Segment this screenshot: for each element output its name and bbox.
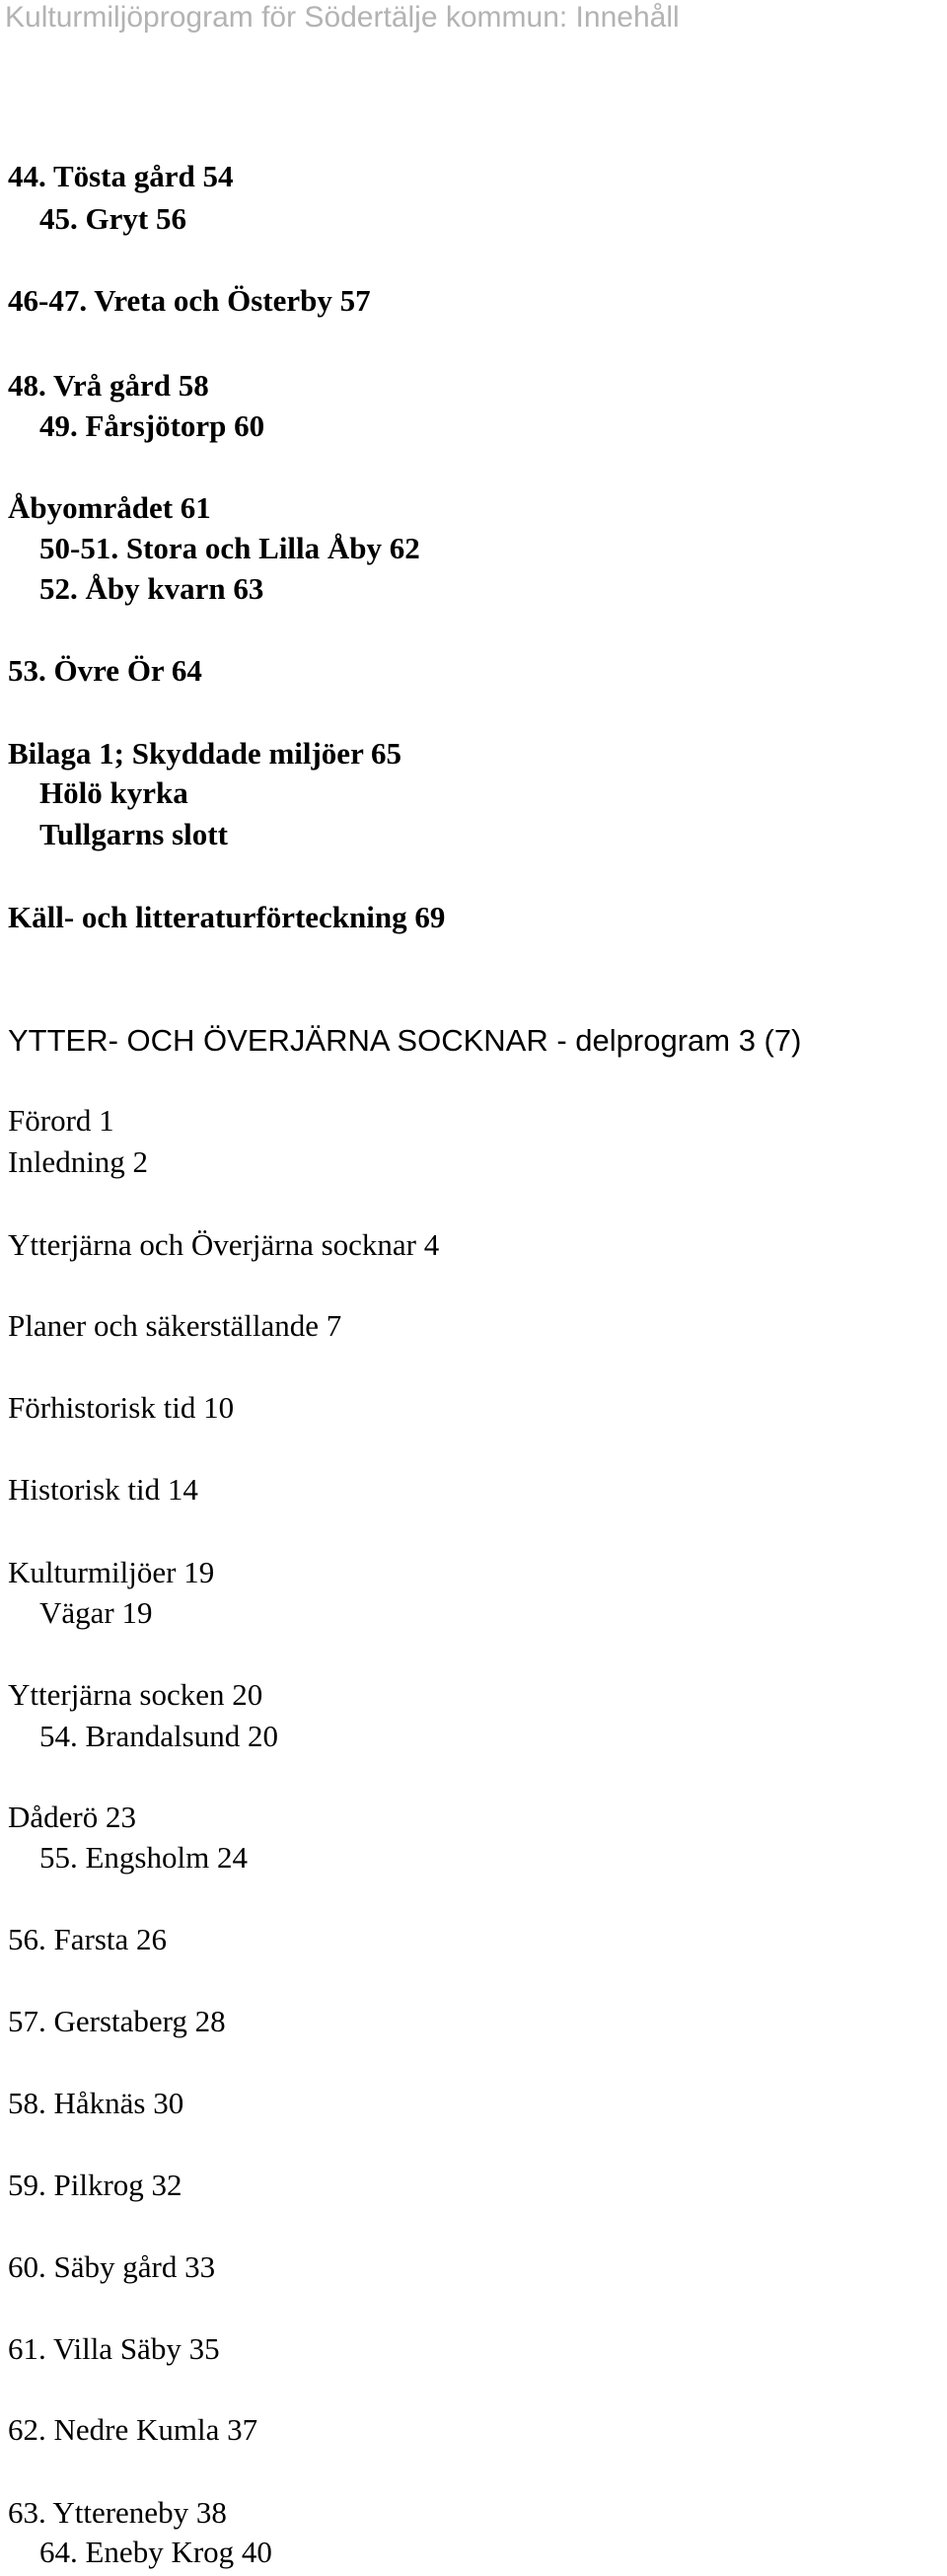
toc-entry: Inledning 2 xyxy=(8,1144,149,1179)
page-header: Kulturmiljöprogram för Södertälje kommun: Innehåll xyxy=(5,1,680,34)
toc-entry: 63. Yttereneby 38 xyxy=(8,2495,227,2530)
toc-entry: Förhistorisk tid 10 xyxy=(8,1390,235,1425)
toc-entry: Ytterjärna och Överjärna socknar 4 xyxy=(8,1227,440,1262)
toc-entry: 55. Engsholm 24 xyxy=(39,1840,248,1875)
toc-entry: Hölö kyrka xyxy=(39,775,188,810)
toc-entry: 62. Nedre Kumla 37 xyxy=(8,2412,258,2447)
toc-entry: Planer och säkerställande 7 xyxy=(8,1308,342,1343)
toc-entry: 64. Eneby Krog 40 xyxy=(39,2535,272,2569)
toc-entry: Historisk tid 14 xyxy=(8,1472,198,1507)
toc-entry: Ytterjärna socken 20 xyxy=(8,1677,263,1712)
toc-entry: 44. Tösta gård 54 xyxy=(8,159,234,193)
toc-entry: Tullgarns slott xyxy=(39,817,228,851)
toc-entry: 58. Håknäs 30 xyxy=(8,2086,184,2120)
toc-entry: Dåderö 23 xyxy=(8,1800,136,1834)
toc-entry: 53. Övre Ör 64 xyxy=(8,653,202,688)
toc-entry: 48. Vrå gård 58 xyxy=(8,368,209,403)
toc-entry: 57. Gerstaberg 28 xyxy=(8,2004,226,2038)
toc-entry: 45. Gryt 56 xyxy=(39,201,186,236)
toc-entry: 52. Åby kvarn 63 xyxy=(39,571,264,606)
toc-entry: Bilaga 1; Skyddade miljöer 65 xyxy=(8,736,402,771)
toc-entry: 46-47. Vreta och Österby 57 xyxy=(8,283,371,318)
toc-entry: 54. Brandalsund 20 xyxy=(39,1719,278,1753)
section-heading: YTTER- OCH ÖVERJÄRNA SOCKNAR - delprogram 3 (7) xyxy=(8,1023,802,1058)
toc-entry: Käll- och litteraturförteckning 69 xyxy=(8,900,446,934)
toc-entry: 61. Villa Säby 35 xyxy=(8,2331,220,2366)
toc-entry: 56. Farsta 26 xyxy=(8,1922,168,1956)
toc-entry: 49. Fårsjötorp 60 xyxy=(39,408,265,443)
toc-entry: 59. Pilkrog 32 xyxy=(8,2168,182,2202)
toc-entry: 50-51. Stora och Lilla Åby 62 xyxy=(39,531,420,565)
toc-entry: Vägar 19 xyxy=(39,1595,153,1630)
toc-entry: Kulturmiljöer 19 xyxy=(8,1555,215,1589)
toc-entry: 60. Säby gård 33 xyxy=(8,2249,216,2284)
toc-entry: Förord 1 xyxy=(8,1103,114,1138)
toc-entry: Åbyområdet 61 xyxy=(8,490,211,525)
